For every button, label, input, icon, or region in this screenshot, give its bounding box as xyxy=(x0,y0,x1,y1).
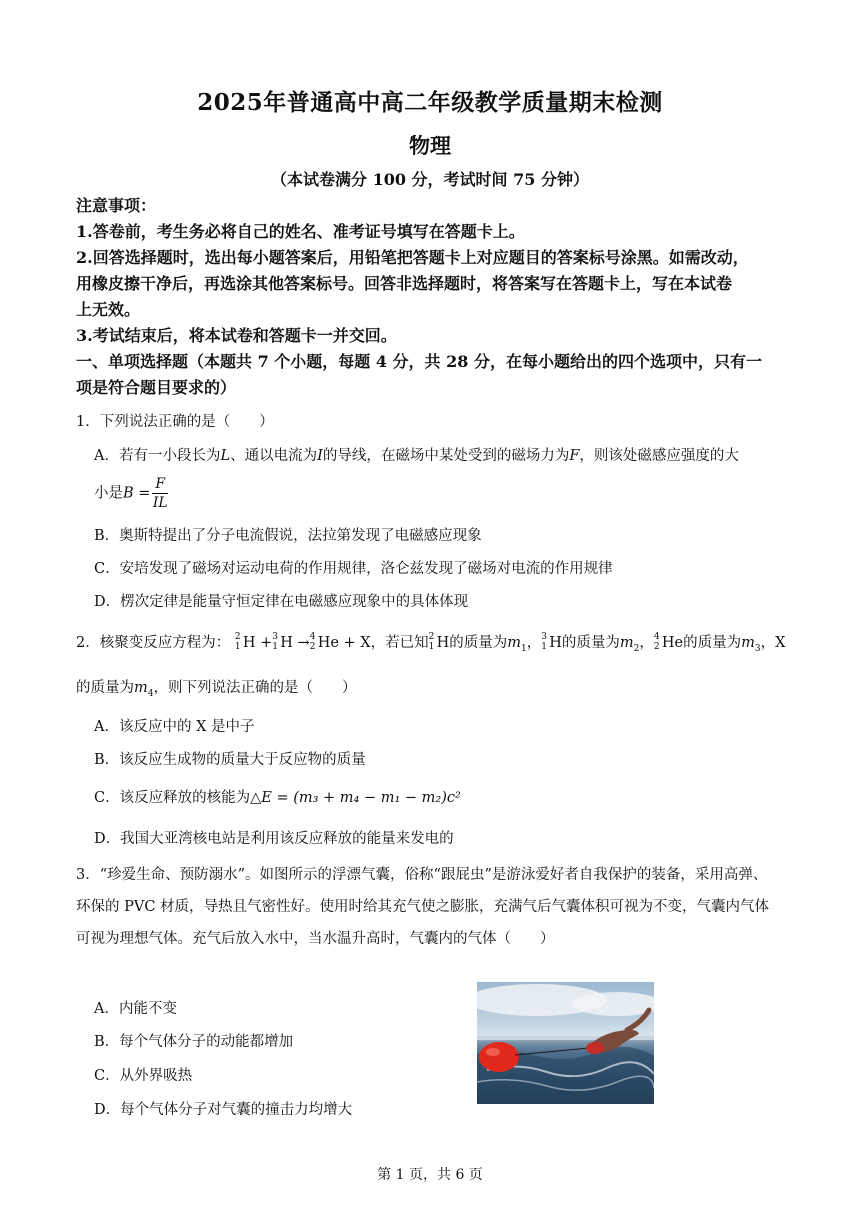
nuclide-h2: 2 1 xyxy=(234,632,241,652)
notice-item-2-line-1: 2.回答选择题时，选出每小题答案后，用铅笔把答题卡上对应题目的答案标号涂黑。如需改动， xyxy=(76,248,749,267)
q3-option-b: B．每个气体分子的动能都增加 xyxy=(94,1034,294,1050)
q1-option-b: B．奥斯特提出了分子电流假说，法拉第发现了电磁感应现象 xyxy=(94,528,482,544)
page-number: 第 1 页，共 6 页 xyxy=(377,1167,483,1183)
q3-option-c: C．从外界吸热 xyxy=(94,1068,193,1084)
q3-option-a: A．内能不变 xyxy=(94,1001,177,1017)
q3-stem-line-3: 可视为理想气体。充气后放入水中，当水温升高时，气囊内的气体（ ） xyxy=(76,931,555,947)
swimmer-float-photo xyxy=(477,982,654,1104)
formula-fraction: $\frac{F}{IL}$ xyxy=(152,476,168,511)
formula-b-lhs: B = xyxy=(123,485,151,502)
binding-energy-formula: △E = (m₃ + m₄ − m₁ − m₂)c² xyxy=(250,790,461,806)
q1-option-a-line-2: 小是B = $\frac{F}{IL}$ xyxy=(94,476,168,511)
notice-item-2-line-2: 用橡皮擦干净后，再选涂其他答案标号。回答非选择题时，将答案写在答题卡上，写在本试卷 xyxy=(76,274,733,293)
q3-stem-line-1: 3．“珍爱生命、预防溺水”。如图所示的浮漂气囊，俗称“跟屁虫”是游泳爱好者自我保护的装备，采用高弹、 xyxy=(76,867,768,883)
exam-title: 2025年普通高中高二年级教学质量期末检测 xyxy=(197,89,663,116)
subject-title: 物理 xyxy=(409,133,451,158)
q2-option-c: C．该反应释放的核能为△E = (m₃ + m₄ − m₁ − m₂)c² xyxy=(94,790,461,806)
q3-option-d: D．每个气体分子对气囊的撞击力均增大 xyxy=(94,1102,353,1118)
q2-option-a: A．该反应中的 X 是中子 xyxy=(94,719,255,735)
q1-option-d: D．楞次定律是能量守恒定律在电磁感应现象中的具体体现 xyxy=(94,594,469,610)
q1-option-a: A．若有一小段长为L、通以电流为I的导线，在磁场中某处受到的磁场力为F，则该处磁感应强度的大 xyxy=(94,448,739,464)
section-1-heading-line-2: 项是符合题目要求的） xyxy=(76,378,237,397)
q3-stem-line-2: 环保的 PVC 材质，导热且气密性好。使用时给其充气使之膨胀，充满气后气囊体积可视为不变，气囊内气体 xyxy=(76,899,770,915)
q2-stem-line-2: 的质量为$m_4$，则下列说法正确的是（ ） xyxy=(76,680,357,699)
notice-heading: 注意事项： xyxy=(76,196,157,215)
section-1-heading-line-1: 一、单项选择题（本题共 7 个小题，每题 4 分，共 28 分，在每小题给出的四个选项中，只有一 xyxy=(76,352,762,371)
q2-option-b: B．该反应生成物的质量大于反应物的质量 xyxy=(94,752,366,768)
q1-option-c: C．安培发现了磁场对运动电荷的作用规律，洛仑兹发现了磁场对电流的作用规律 xyxy=(94,561,613,577)
notice-item-1: 1.答卷前，考生务必将自己的姓名、准考证号填写在答题卡上。 xyxy=(76,222,525,241)
exam-info: （本试卷满分 100 分，考试时间 75 分钟） xyxy=(271,170,589,189)
nuclide-h3: 3 1 xyxy=(272,632,278,652)
notice-item-3: 3.考试结束后，将本试卷和答题卡一并交回。 xyxy=(76,326,397,345)
q1-stem: 1．下列说法正确的是（ ） xyxy=(76,414,274,430)
q2-stem-line-1: 2．核聚变反应方程为： 2 1 H + 3 1 H → 4 2 He + X，若已知 2 1 H的质量为$m_1$， 3 1 H的质量为$m_2$， 4 2 He的质量为$m_3$，X xyxy=(76,632,786,654)
notice-item-2-line-3: 上无效。 xyxy=(76,300,141,319)
nuclide-he4: 4 2 xyxy=(309,632,316,652)
q2-option-d: D．我国大亚湾核电站是利用该反应释放的能量来发电的 xyxy=(94,831,454,847)
